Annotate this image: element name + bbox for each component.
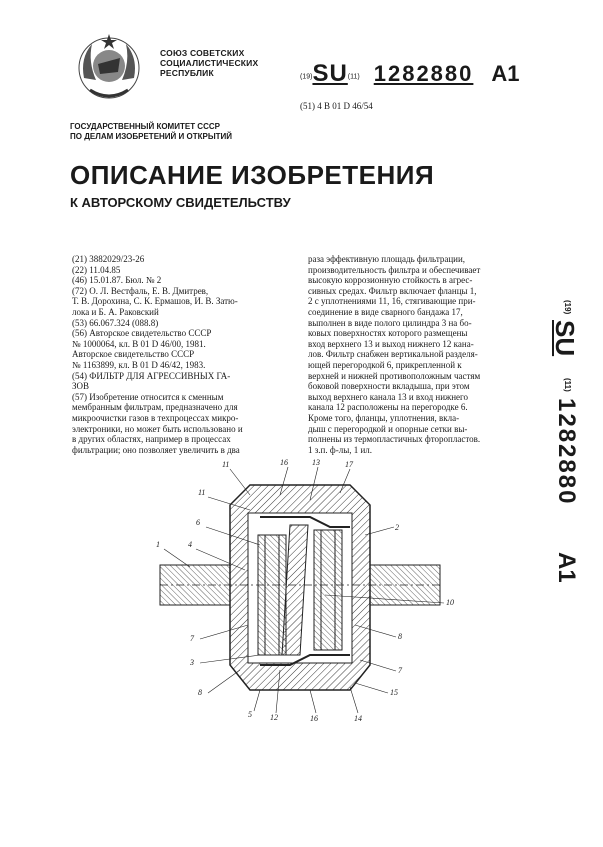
text-line: 1 з.п. ф-лы, 1 ил. bbox=[308, 444, 373, 455]
sidebar-prefix-11: (11) bbox=[563, 378, 572, 392]
country-name: СОЮЗ СОВЕТСКИХ СОЦИАЛИСТИЧЕСКИХ РЕСПУБЛИК bbox=[160, 48, 259, 78]
drawing-label: 7 bbox=[398, 666, 402, 675]
sidebar-kind: A1 bbox=[553, 552, 580, 583]
drawing-label: 12 bbox=[270, 713, 278, 722]
text-line: верхней и нижней противоположным частям bbox=[308, 370, 481, 381]
drawing-label: 4 bbox=[188, 540, 192, 549]
text-line: (53) 66.067.324 (088.8) bbox=[72, 317, 159, 328]
document-title: ОПИСАНИЕ ИЗОБРЕТЕНИЯ bbox=[70, 160, 435, 190]
drawing-label: 3 bbox=[190, 658, 194, 667]
ussr-emblem bbox=[70, 28, 148, 106]
drawing-label: 8 bbox=[398, 632, 402, 641]
abstract-column bbox=[308, 254, 530, 455]
text-line: полнены из термопластичных фторопластов. bbox=[308, 434, 481, 445]
text-line: микроочистки газов в техпроцессах микро- bbox=[72, 412, 239, 423]
text-line: (46) 15.01.87. Бюл. № 2 bbox=[72, 275, 162, 286]
drawing-label: 10 bbox=[446, 598, 454, 607]
text-line: лов. Фильтр снабжен вертикальной разделя- bbox=[308, 349, 478, 360]
text-line: электроники, но может быть использовано и bbox=[72, 423, 243, 434]
text-line: 2 с уплотнениями 11, 16, стягивающие при- bbox=[308, 296, 476, 307]
ipc-classification: (51) 4 B 01 D 46/54 bbox=[300, 101, 373, 111]
text-line: высокую коррозионную стойкость в агрес- bbox=[308, 275, 473, 286]
drawing-label: 2 bbox=[395, 523, 399, 532]
drawing-label: 6 bbox=[196, 518, 200, 527]
drawing-label: 11 bbox=[222, 460, 230, 469]
drawing-label: 5 bbox=[248, 710, 252, 719]
text-line: фильтрации; оно позволяет увеличить в два bbox=[72, 444, 240, 455]
text-line: Кроме того, фланцы, уплотнения, вкла- bbox=[308, 412, 460, 423]
sidebar-number: 1282880 bbox=[553, 398, 580, 506]
text-line: ЗОВ bbox=[72, 381, 90, 392]
text-line: лока и Б. А. Раковский bbox=[72, 306, 159, 317]
drawing-label: 13 bbox=[312, 458, 320, 467]
drawing-label: 15 bbox=[390, 688, 398, 697]
text-line: (22) 11.04.85 bbox=[72, 264, 121, 275]
text-line: ковых поверхностях которого размещены bbox=[308, 328, 468, 339]
text-line: мембранным фильтрам, предназначено для bbox=[72, 402, 238, 413]
sidebar-country: SU bbox=[550, 320, 580, 357]
sidebar-publication-number bbox=[540, 300, 580, 780]
drawing-label: 16 bbox=[310, 714, 318, 723]
committee-name: ГОСУДАРСТВЕННЫЙ КОМИТЕТ СССР ПО ДЕЛАМ ИЗОБРЕТЕНИЙ И ОТКРЫТИЙ bbox=[70, 122, 233, 141]
text-line: боковой поверхности вкладыша, при этом bbox=[308, 381, 470, 392]
text-line: соединение в виде сварного бандажа 17, bbox=[308, 306, 463, 317]
text-line: Авторское свидетельство СССР bbox=[72, 349, 195, 360]
text-line: (21) 3882029/23-26 bbox=[72, 254, 145, 264]
text-line: в других областях, например в процессах bbox=[72, 434, 231, 445]
sidebar-prefix-19: (19) bbox=[563, 300, 572, 315]
text-line: производительность фильтра и обеспечивает bbox=[308, 264, 481, 275]
text-line: (72) О. Л. Вестфаль, Е. В. Дмитрев, bbox=[72, 285, 209, 296]
text-line: канала 12 расположены на перегородке 6. bbox=[308, 402, 468, 413]
text-line: № 1000064, кл. В 01 D 46/00, 1981. bbox=[72, 338, 206, 349]
drawing-label: 1 bbox=[156, 540, 160, 549]
text-line: (54) ФИЛЬТР ДЛЯ АГРЕССИВНЫХ ГА- bbox=[72, 370, 231, 381]
drawing-label: 7 bbox=[190, 634, 194, 643]
text-line: (57) Изобретение относится к сменным bbox=[72, 391, 224, 402]
text-line: (56) Авторское свидетельство СССР bbox=[72, 328, 212, 339]
text-line: выход верхнего канала 13 и вход нижнего bbox=[308, 391, 469, 402]
drawing-label: 14 bbox=[354, 714, 362, 723]
drawing-label: 11 bbox=[198, 488, 206, 497]
drawing-label: 17 bbox=[345, 460, 353, 469]
bibliographic-column bbox=[72, 254, 290, 455]
drawing-label: 8 bbox=[198, 688, 202, 697]
text-line: дыш с перегородкой и опорные сетки вы- bbox=[308, 423, 468, 434]
text-line: сивных средах. Фильтр включает фланцы 1, bbox=[308, 285, 477, 296]
text-line: раза эффективную площадь фильтрации, bbox=[308, 254, 466, 264]
filter-technical-drawing bbox=[150, 455, 454, 725]
drawing-label: 16 bbox=[280, 458, 288, 467]
document-subtitle: К АВТОРСКОМУ СВИДЕТЕЛЬСТВУ bbox=[70, 195, 291, 210]
text-line: № 1163899, кл. В 01 D 46/42, 1983. bbox=[72, 359, 206, 370]
text-line: ющей перегородкой 6, прикрепленной к bbox=[308, 359, 462, 370]
text-line: Т. В. Дорохина, С. К. Ермашов, И. В. Затю- bbox=[72, 296, 238, 307]
text-line: выполнен в виде полого цилиндра 3 на бо- bbox=[308, 317, 472, 328]
publication-number: (19)SU(11) 1282880 A1 bbox=[300, 60, 520, 87]
text-line: вход верхнего 13 и выход нижнего 12 кана- bbox=[308, 338, 474, 349]
